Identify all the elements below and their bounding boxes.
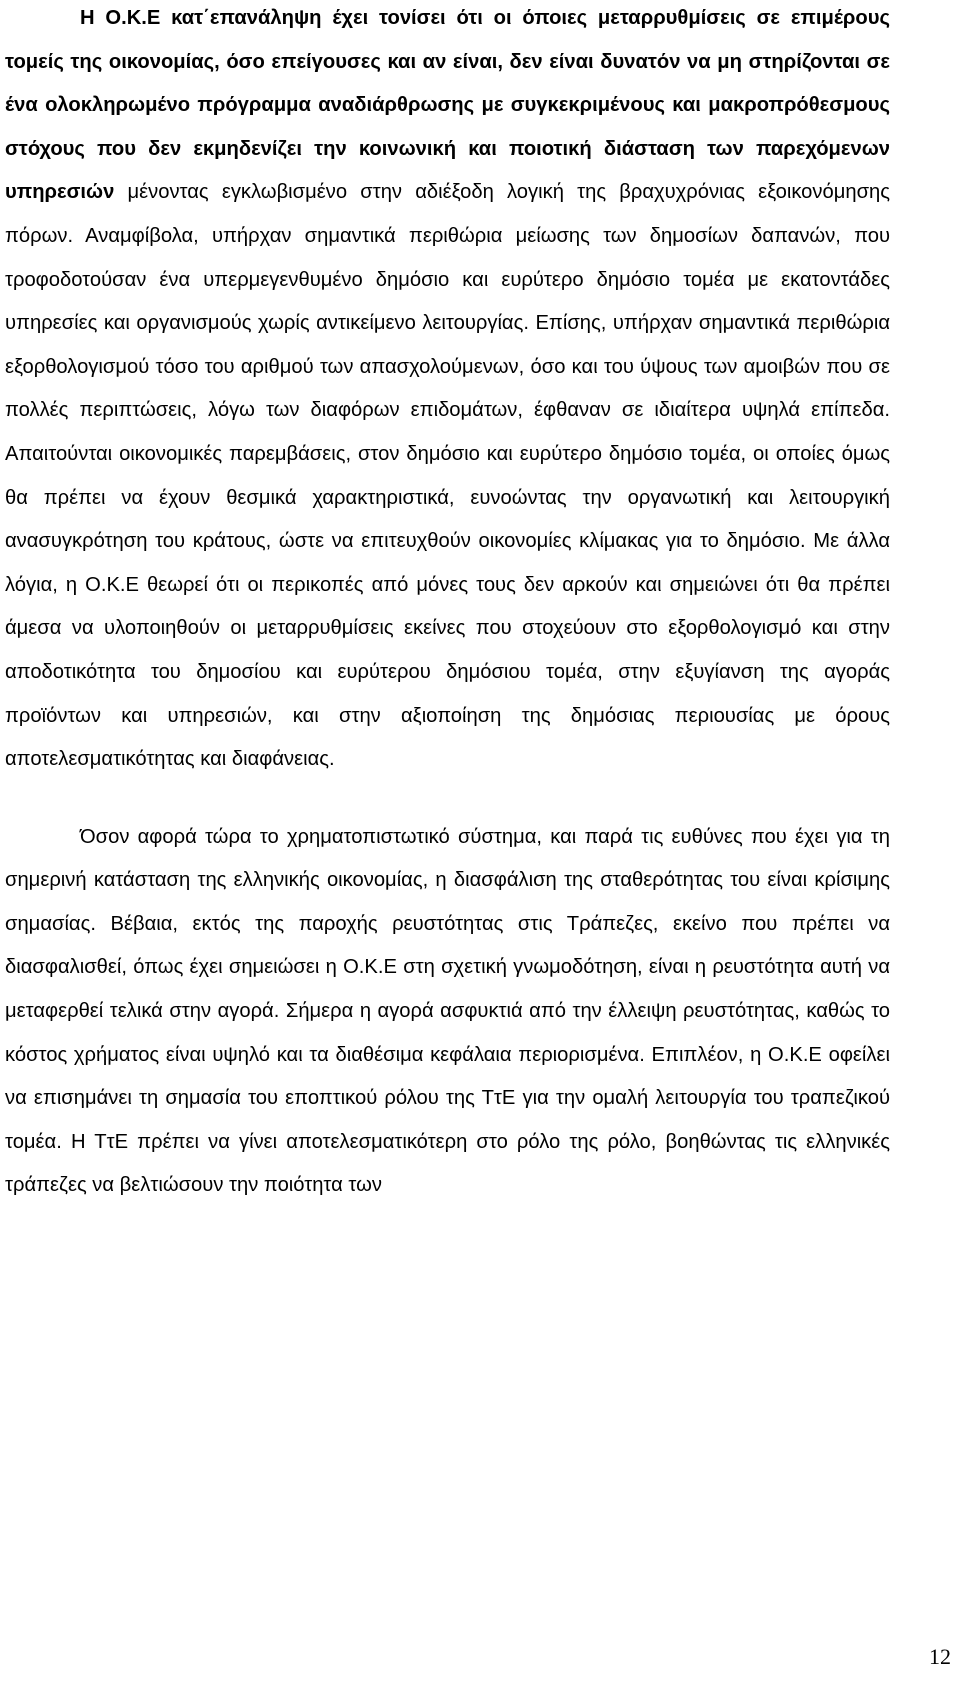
paragraph-2: Όσον αφορά τώρα το χρηματοπιστωτικό σύστημα, και παρά τις ευθύνες που έχει για τη σημερινή κατάσταση της ελληνικής οικονομίας, η διασφάλιση της σταθερότητας του είναι κρίσιμης σημασίας. Βέβαια, εκτός της παροχής ρευστότητας στις Τράπεζες, εκείνο που πρέπει να διασφαλισθεί, όπως έχει σημειώσει η Ο.Κ.Ε στη σχετική γνωμοδότηση, είναι η ρευστότητα αυτή να μεταφερθεί τελικά στην αγορά. Σήμερα η αγορά ασφυκτιά από την έλλειψη ρευστότητας, καθώς το κόστος χρήματος είναι υψηλό και τα διαθέσιμα κεφάλαια περιορισμένα. Επιπλέον, η Ο.Κ.Ε οφείλει να επισημάνει τη σημασία του εποπτικού ρόλου της ΤτΕ για την ομαλή λειτουργία του τραπεζικού τομέα. Η ΤτΕ πρέπει να γίνει αποτελεσματικότερη στο ρόλο της ρόλο, βοηθώντας τις ελληνικές τράπεζες να βελτιώσουν την ποιότητα των <box>5 825 890 1197</box>
paragraph-1 <box>5 0 890 782</box>
paragraph-1-text: μένοντας εγκλωβισμένο στην αδιέξοδη λογική της βραχυχρόνιας εξοικονόμησης πόρων. Αναμφίβολα, υπήρχαν σημαντικά περιθώρια μείωσης των δημοσίων δαπανών, που τροφοδοτούσαν ένα υπερμεγενθυμένο δημόσιο και ευρύτερο δημόσιο τομέα με εκατοντάδες υπηρεσίες και οργανισμούς χωρίς αντικείμενο λειτουργίας. Επίσης, υπήρχαν σημαντικά περιθώρια εξορθολογισμού τόσο του αριθμού των απασχολούμενων, όσο και του ύψους των αμοιβών που σε πολλές περιπτώσεις, λόγω των διαφόρων επιδομάτων, έφθαναν σε ιδιαίτερα υψηλά επίπεδα. Απαιτούνται οικονομικές παρεμβάσεις, στον δημόσιο και ευρύτερο δημόσιο τομέα, οι οποίες όμως θα πρέπει να έχουν θεσμικά χαρακτηριστικά, ευνοώντας την οργανωτική και λειτουργική ανασυγκρότηση του κράτους, ώστε να επιτευχθούν οικονομίες κλίμακας για το δημόσιο. Με άλλα λόγια, η Ο.Κ.Ε θεωρεί ότι οι περικοπές από μόνες τους δεν αρκούν και σημειώνει ότι θα πρέπει άμεσα να υλοποιηθούν οι μεταρρυθμίσεις εκείνες που στοχεύουν στο εξορθολογισμό και στην αποδοτικότητα του δημοσίου και ευρύτερου δημόσιου τομέα, στην εξυγίανση της αγοράς προϊόντων και υπηρεσιών, και στην αξιοποίηση της δημόσιας περιουσίας με όρους αποτελεσματικότητας και διαφάνειας. <box>5 181 890 771</box>
document-page <box>5 0 890 1208</box>
paragraph-1-bold-text: Η Ο.Κ.Ε κατ΄επανάληψη έχει τονίσει ότι οι όποιες μεταρρυθμίσεις σε επιμέρους τομείς της οικονομίας, όσο επείγουσες και αν είναι, δεν είναι δυνατόν να μη στηρίζονται σε ένα ολοκληρωμένο πρόγραμμα αναδιάρθρωσης με συγκεκριμένους και μακροπρόθεσμους στόχους που δεν εκμηδενίζει την κοινωνική και ποιοτική διάσταση των παρεχόμενων υπηρεσιών <box>5 7 890 204</box>
page-number: 12 <box>929 1644 951 1669</box>
